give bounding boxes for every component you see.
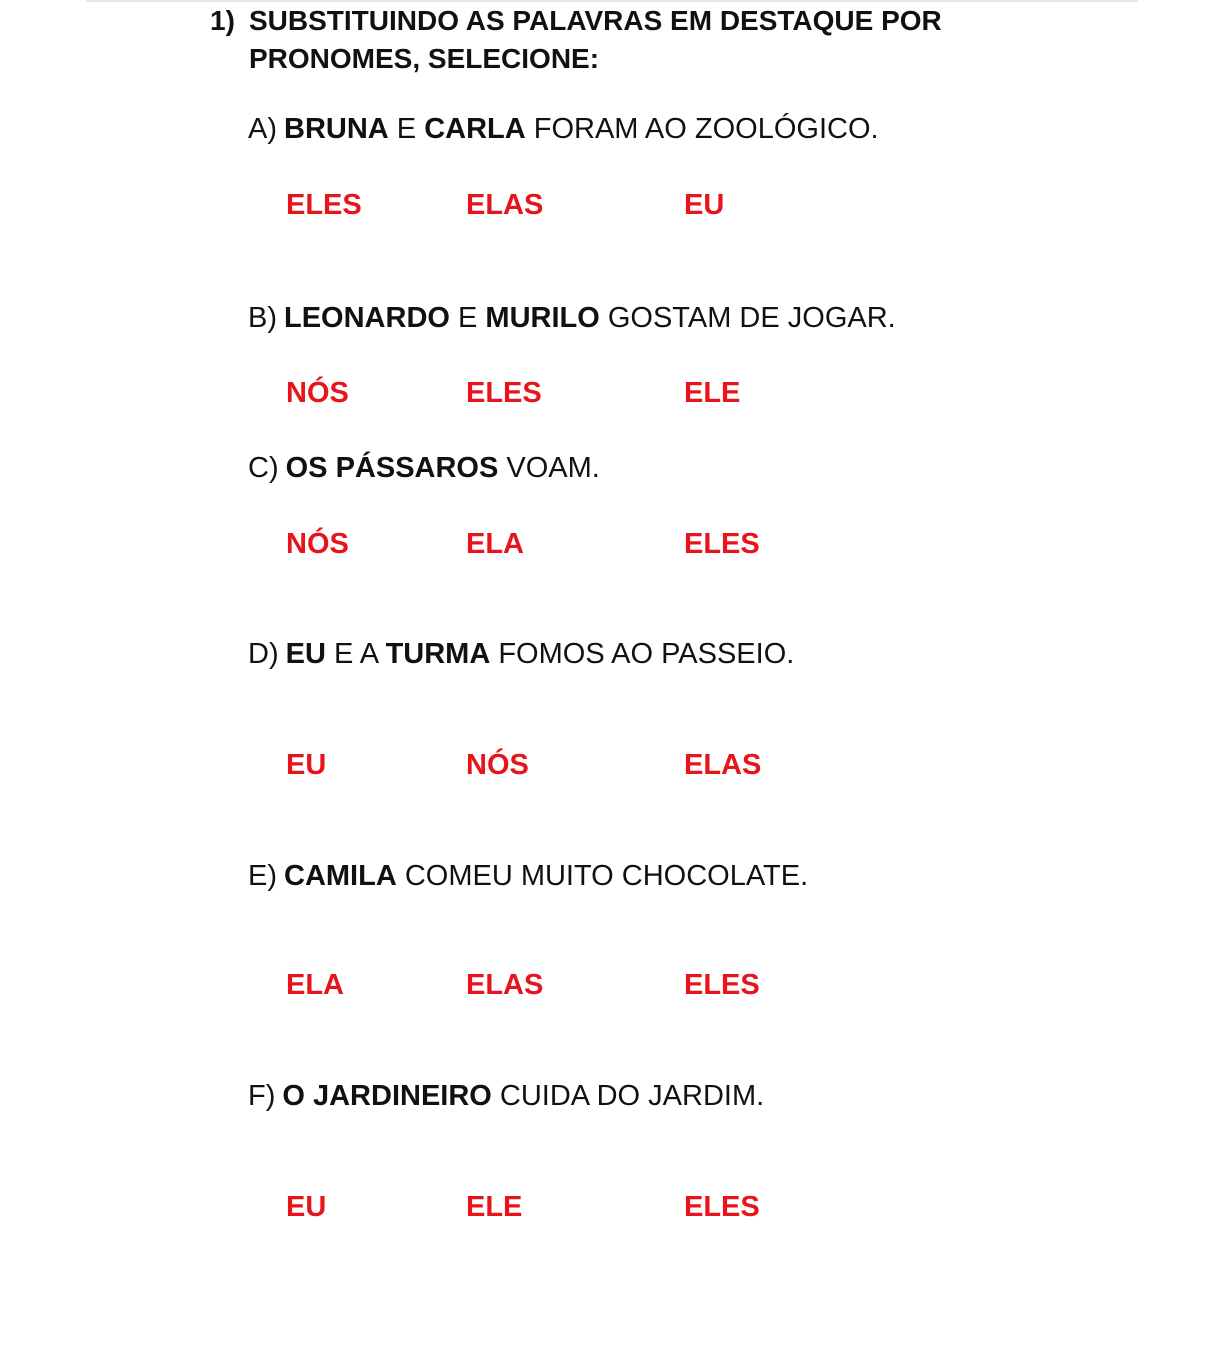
highlighted-word: LEONARDO (284, 302, 450, 334)
highlighted-word: CAMILA (284, 860, 397, 892)
option-b-2[interactable]: ELES (466, 377, 542, 409)
highlighted-word: TURMA (385, 638, 491, 670)
highlighted-word: EU (285, 638, 326, 670)
question-b (248, 301, 896, 335)
sentence-text: FORAM AO ZOOLÓGICO. (525, 113, 879, 145)
sentence-text: VOAM. (498, 452, 600, 484)
option-a-1[interactable]: ELES (286, 189, 362, 221)
sentence-text: COMEU MUITO CHOCOLATE. (396, 860, 809, 892)
question-a (248, 112, 879, 146)
highlighted-word: CARLA (424, 113, 526, 145)
option-f-1[interactable]: EU (286, 1191, 327, 1223)
sentence-text: E (449, 302, 486, 334)
option-e-3[interactable]: ELES (684, 969, 760, 1001)
option-d-3[interactable]: ELAS (684, 749, 762, 781)
option-d-1[interactable]: EU (286, 749, 327, 781)
question-letter: F) (248, 1080, 276, 1112)
highlighted-word: OS PÁSSAROS (285, 452, 499, 484)
option-e-2[interactable]: ELAS (466, 969, 544, 1001)
option-a-3[interactable]: EU (684, 189, 725, 221)
exercise-number: 1) (210, 5, 235, 36)
option-b-3[interactable]: ELE (684, 377, 741, 409)
question-c (248, 451, 600, 485)
option-d-2[interactable]: NÓS (466, 749, 529, 781)
question-letter: A) (248, 113, 277, 145)
question-e (248, 859, 808, 893)
sentence-text: E A (325, 638, 386, 670)
sentence-text: CUIDA DO JARDIM. (491, 1080, 765, 1112)
sentence-text: E (388, 113, 425, 145)
highlighted-word: O JARDINEIRO (282, 1080, 492, 1112)
option-c-3[interactable]: ELES (684, 528, 760, 560)
question-f (248, 1079, 764, 1113)
option-f-2[interactable]: ELE (466, 1191, 523, 1223)
question-letter: D) (248, 638, 279, 670)
highlighted-word: BRUNA (284, 113, 389, 145)
sentence-text: FOMOS AO PASSEIO. (490, 638, 795, 670)
question-letter: B) (248, 302, 277, 334)
heading-line-2: PRONOMES, SELECIONE: (249, 43, 600, 74)
option-c-2[interactable]: ELA (466, 528, 524, 560)
option-e-1[interactable]: ELA (286, 969, 344, 1001)
sentence-text: GOSTAM DE JOGAR. (599, 302, 896, 334)
option-b-1[interactable]: NÓS (286, 377, 349, 409)
heading-line-1: SUBSTITUINDO AS PALAVRAS EM DESTAQUE POR (249, 5, 942, 36)
question-letter: E) (248, 860, 277, 892)
question-letter: C) (248, 452, 279, 484)
option-f-3[interactable]: ELES (684, 1191, 760, 1223)
question-d (248, 637, 794, 671)
option-c-1[interactable]: NÓS (286, 528, 349, 560)
option-a-2[interactable]: ELAS (466, 189, 544, 221)
highlighted-word: MURILO (485, 302, 600, 334)
